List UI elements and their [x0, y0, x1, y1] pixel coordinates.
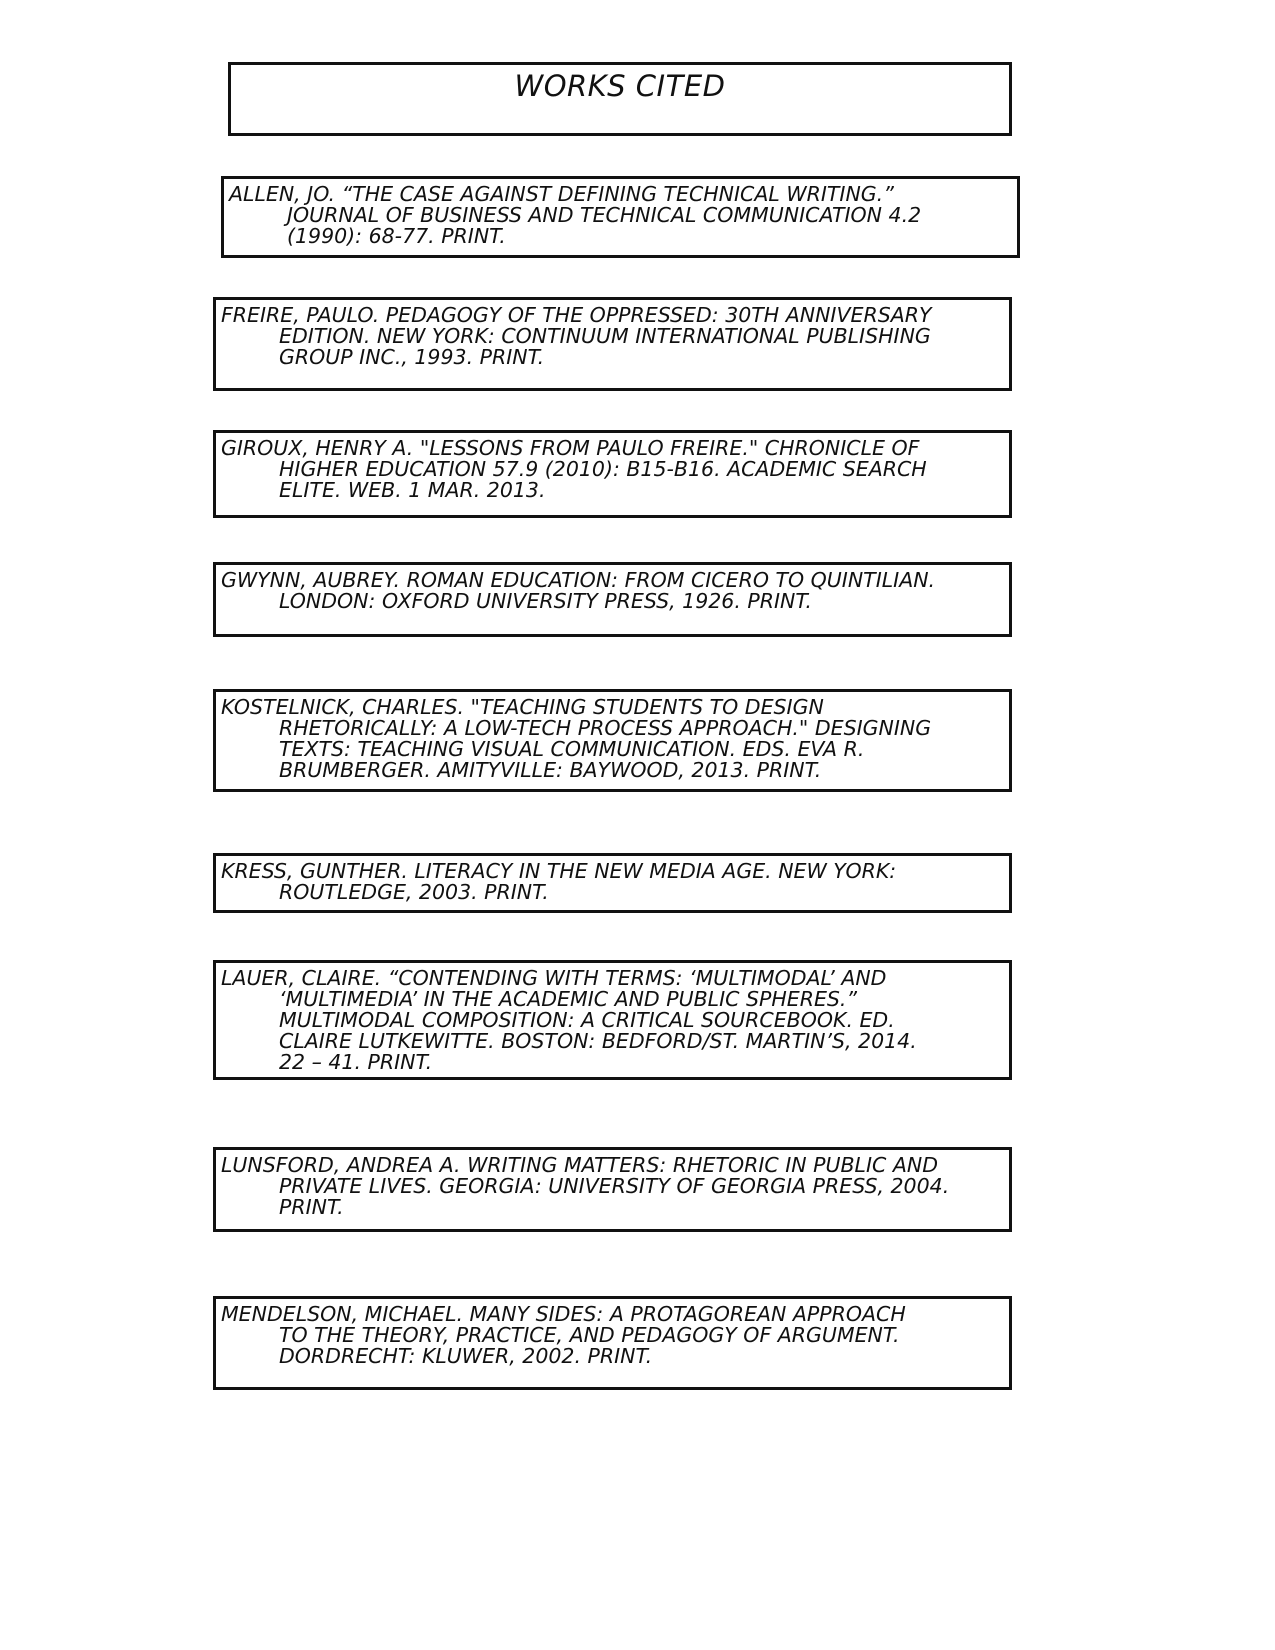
works-cited-title-box: [228, 62, 1012, 136]
citation-box-lauer: [213, 960, 1012, 1080]
citation-box-allen: [221, 176, 1020, 258]
citation-box-gwynn: [213, 562, 1012, 637]
citation-text: KOSTELNICK, CHARLES. "TEACHING STUDENTS TO DESIGN RHETORICALLY: A LOW-TECH PROCESS APPROACH." DESIGNING TEXTS: TEACHING VISUAL COMMUNICATION. EDS. EVA R. BRUMBERGER. AMITYVILLE: BAYWOOD, 2013. PRINT.: [221, 695, 932, 782]
citation-box-freire: [213, 297, 1012, 391]
citation-box-kress: [213, 853, 1012, 913]
citation-text: MENDELSON, MICHAEL. MANY SIDES: A PROTAGOREAN APPROACH TO THE THEORY, PRACTICE, AND PEDAGOGY OF ARGUMENT. DORDRECHT: KLUWER, 2002. PRINT.: [221, 1302, 906, 1368]
citation-text: ALLEN, JO. “THE CASE AGAINST DEFINING TECHNICAL WRITING.” JOURNAL OF BUSINESS AND TECHNICAL COMMUNICATION 4.2 (1990): 68-77. PRINT.: [229, 182, 922, 248]
page-title: WORKS CITED: [514, 69, 726, 103]
citation-text: FREIRE, PAULO. PEDAGOGY OF THE OPPRESSED: 30TH ANNIVERSARY EDITION. NEW YORK: CONTINUUM INTERNATIONAL PUBLISHING GROUP INC., 1993. PRINT.: [221, 303, 932, 369]
citation-text: LAUER, CLAIRE. “CONTENDING WITH TERMS: ‘MULTIMODAL’ AND ‘MULTIMEDIA’ IN THE ACADEMIC AND PUBLIC SPHERES.” MULTIMODAL COMPOSITION: A CRITICAL SOURCEBOOK. ED. CLAIRE LUTKEWITTE. BOSTON: BEDFORD/ST. MARTIN’S, 2014. 22 – 41. PRINT.: [221, 966, 917, 1074]
citation-text: KRESS, GUNTHER. LITERACY IN THE NEW MEDIA AGE. NEW YORK: ROUTLEDGE, 2003. PRINT.: [221, 859, 897, 904]
citation-text: GWYNN, AUBREY. ROMAN EDUCATION: FROM CICERO TO QUINTILIAN. LONDON: OXFORD UNIVERSITY PRESS, 1926. PRINT.: [221, 568, 936, 613]
citation-box-lunsford: [213, 1147, 1012, 1232]
citation-box-giroux: [213, 430, 1012, 518]
citation-text: GIROUX, HENRY A. "LESSONS FROM PAULO FREIRE." CHRONICLE OF HIGHER EDUCATION 57.9 (2010): B15-B16. ACADEMIC SEARCH ELITE. WEB. 1 MAR. 2013.: [221, 436, 927, 502]
citation-box-mendelson: [213, 1296, 1012, 1390]
citation-box-kostelnick: [213, 689, 1012, 792]
citation-text: LUNSFORD, ANDREA A. WRITING MATTERS: RHETORIC IN PUBLIC AND PRIVATE LIVES. GEORGIA: UNIVERSITY OF GEORGIA PRESS, 2004. PRINT.: [221, 1153, 950, 1219]
